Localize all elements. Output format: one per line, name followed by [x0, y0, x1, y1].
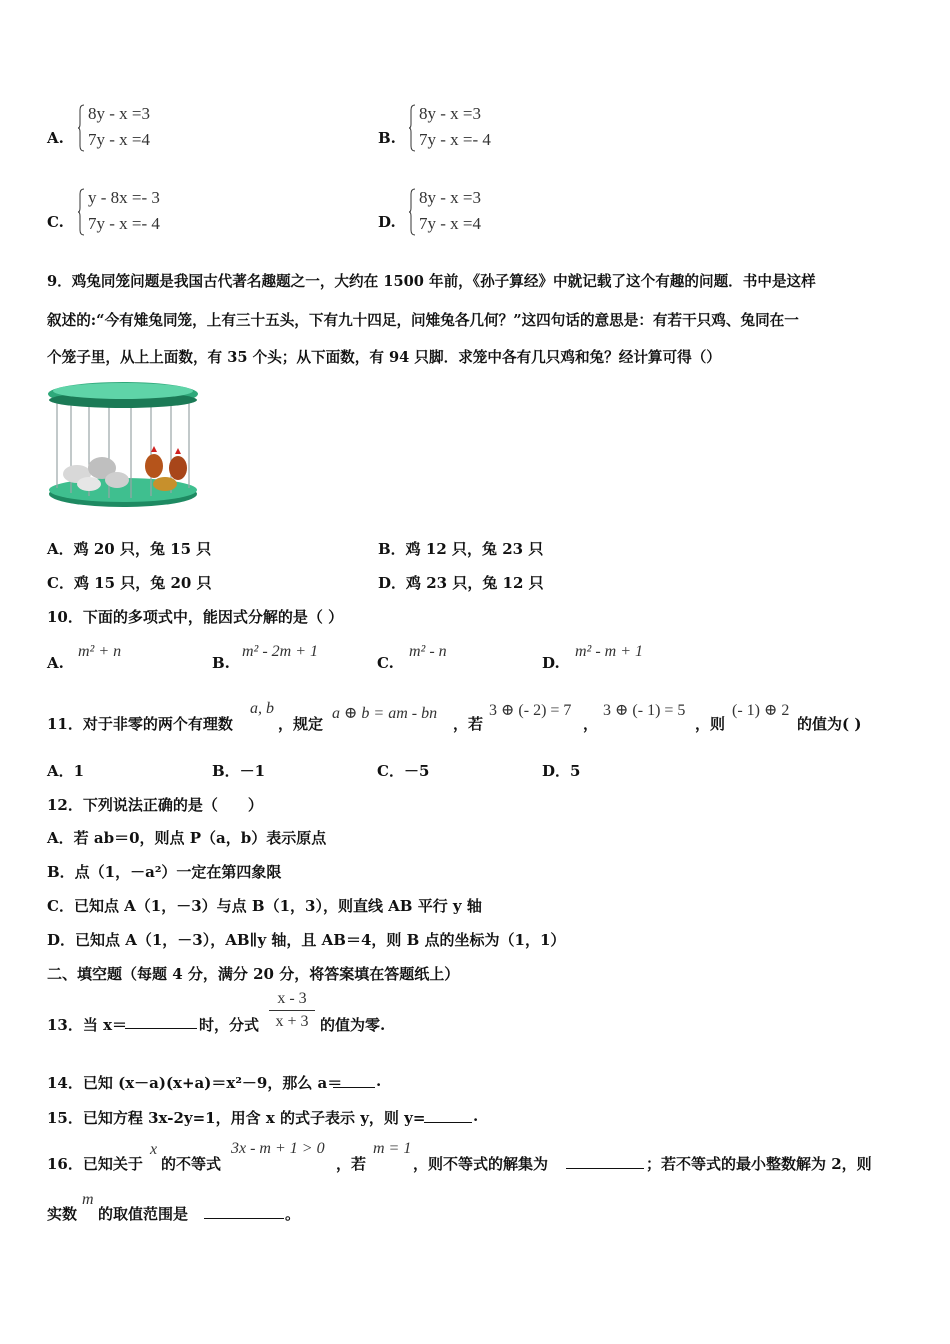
q12-option-c: C．已知点 A（1，－3）与点 B（1，3），则直线 AB 平行 y 轴 [47, 897, 482, 915]
q12-option-a: A．若 ab＝0，则点 P（a，b）表示原点 [47, 829, 327, 847]
brace-icon [78, 104, 85, 152]
q9-option-b: B．鸡 12 只，兔 23 只 [378, 540, 544, 558]
q16-part-8: 。 [285, 1205, 301, 1223]
q9-stem-line3: 个笼子里，从上上面数，有 35 个头；从下面数，有 94 只脚．求笼中各有几只鸡和兔？经计算可得（） [47, 349, 721, 366]
q10-option-a-expr: m² + n [78, 643, 122, 660]
q11-rule: a ⊕ b = am - bn [332, 705, 438, 722]
q16-part-2: 的不等式 [161, 1155, 222, 1173]
q16-part-4: ，则不等式的解集为 [413, 1155, 549, 1173]
q16-part-3: ，若 [336, 1155, 367, 1173]
q10-option-d-label: D. [542, 654, 560, 672]
q11-suffix: 的值为( ) [797, 715, 862, 733]
q8-option-b-label: B. [378, 129, 396, 147]
q12-stem: 12．下列说法正确的是（ ） [47, 796, 263, 814]
q14-text: 14．已知 (x－a)(x+a)＝x²－9，那么 a＝ [47, 1074, 343, 1092]
q16-part-7: 的取值范围是 [98, 1205, 189, 1223]
q11-prefix: 11．对于非零的两个有理数 [47, 715, 233, 733]
q11-option-a: A．1 [47, 762, 85, 780]
q15-suffix: . [473, 1107, 479, 1125]
brace-icon [409, 104, 416, 152]
chicken-rabbit-cage-illustration [47, 380, 203, 510]
q16-inequality: 3x - m + 1 > 0 [231, 1140, 325, 1157]
q11-if-word: ，若 [453, 715, 484, 733]
q13-fraction [269, 990, 315, 1031]
q8-option-c-label: C. [47, 213, 64, 231]
q16-answer-blank-1[interactable] [566, 1168, 644, 1169]
q11-condition-2: 3 ⊕ (- 1) = 5 [603, 702, 686, 719]
q10-option-d-expr: m² - m + 1 [575, 643, 644, 660]
q10-option-c-expr: m² - n [409, 643, 447, 660]
q11-then-word: ，则 [695, 715, 726, 733]
q13-suffix: 的值为零. [320, 1016, 386, 1034]
q9-stem-line1: 9．鸡兔同笼问题是我国古代著名趣题之一，大约在 1500 年前，《孙子算经》中就记载了这个有趣的问题．书中是这样 [47, 273, 816, 290]
q16-part-5: ；若不等式的最小整数解为 2，则 [646, 1155, 872, 1173]
q9-option-d: D．鸡 23 只，兔 12 只 [378, 574, 544, 592]
q15-text: 15．已知方程 3x-2y=1，用含 x 的式子表示 y，则 y= [47, 1109, 426, 1127]
q11-option-b: B．－1 [212, 762, 266, 780]
q11-target: (- 1) ⊕ 2 [732, 702, 790, 719]
q16-condition: m = 1 [373, 1140, 412, 1157]
q10-option-b-expr: m² - 2m + 1 [242, 643, 319, 660]
q12-option-d: D．已知点 A（1，－3），AB∥y 轴，且 AB＝4，则 B 点的坐标为（1，1） [47, 931, 566, 949]
fraction-denominator: x + 3 [275, 1013, 309, 1030]
q10-stem: 10．下面的多项式中，能因式分解的是（ ） [47, 608, 344, 626]
equation-line: 7y - x =- 4 [419, 130, 491, 149]
q14-suffix: . [376, 1072, 382, 1090]
q16-var-m: m [82, 1191, 94, 1208]
q16-answer-blank-2[interactable] [204, 1218, 284, 1219]
q11-condition-1: 3 ⊕ (- 2) = 7 [489, 702, 572, 719]
q15-answer-blank[interactable] [424, 1122, 472, 1123]
q9-option-a: A．鸡 20 只，兔 15 只 [47, 540, 212, 558]
brace-icon [78, 188, 85, 236]
q10-option-a-label: A. [47, 654, 64, 672]
equation-line: 7y - x =- 4 [88, 214, 160, 233]
q13-prefix: 13．当 x＝ [47, 1016, 128, 1034]
equation-line: 7y - x =4 [88, 130, 150, 149]
fraction-numerator: x - 3 [269, 990, 315, 1011]
q16-part-1: 16．已知关于 [47, 1155, 143, 1173]
q11-option-d: D．5 [542, 762, 581, 780]
q10-option-c-label: C. [377, 654, 394, 672]
q14-answer-blank[interactable] [333, 1087, 375, 1088]
q11-rule-word: ，规定 [278, 715, 324, 733]
q11-option-c: C．－5 [377, 762, 430, 780]
q9-stem-line2: 叙述的:“今有雉兔同笼，上有三十五头，下有九十四足，问雉兔各几何？”这四句话的意思是：有若干只鸡、兔同在一 [47, 312, 799, 329]
section-heading: 二、填空题（每题 4 分，满分 20 分，将答案填在答题纸上） [47, 965, 460, 983]
equation-line: y - 8x =- 3 [88, 188, 160, 207]
q12-option-b: B．点（1，－a²）一定在第四象限 [47, 863, 282, 881]
equation-line: 8y - x =3 [419, 104, 481, 123]
q16-var-x: x [150, 1141, 158, 1158]
q8-option-d-label: D. [378, 213, 396, 231]
q11-vars: a, b [250, 700, 274, 717]
equation-line: 8y - x =3 [88, 104, 150, 123]
brace-icon [409, 188, 416, 236]
q13-mid: 时，分式 [199, 1016, 260, 1034]
q9-option-c: C．鸡 15 只，兔 20 只 [47, 574, 212, 592]
equation-line: 8y - x =3 [419, 188, 481, 207]
q16-part-6: 实数 [47, 1205, 78, 1223]
q8-option-a-label: A. [47, 129, 64, 147]
q13-answer-blank[interactable] [125, 1028, 197, 1029]
q10-option-b-label: B. [212, 654, 230, 672]
q11-comma: ， [583, 715, 599, 733]
equation-line: 7y - x =4 [419, 214, 481, 233]
